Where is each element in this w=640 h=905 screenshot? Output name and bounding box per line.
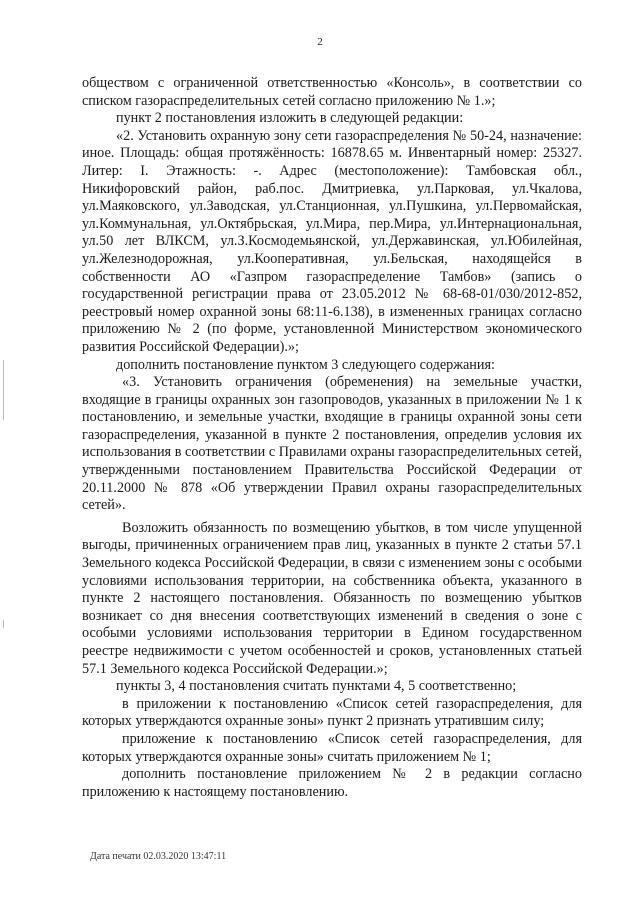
paragraph: в приложении к постановлению «Список сетей газораспределения, для которых утверждаются охранные зоны» пункт 2 признать утратившим силу;	[82, 695, 582, 730]
paragraph: «3. Установить ограничения (обременения) на земельные участки, входящие в границы охранных зон газопроводов, указанных в приложении № 1 к постановлению, и земельные участки, входящие в границы охранной зоны сети газораспределения, указанной в пункте 2 постановления, определив условия их использования в соответствии с Правилами охраны газораспределительных сетей, утвержденными постановлением Правительства Российской Федерации от 20.11.2000 № 878 «Об утверждении Правил охраны газораспределительных сетей».	[82, 374, 582, 514]
paragraph: пункт 2 постановления изложить в следующей редакции:	[116, 110, 464, 127]
paragraph: обществом с ограниченной ответственностью «Консоль», в соответствии со списком газораспределительных сетей согласно приложению № 1.»;	[82, 75, 582, 109]
paragraph: пункты 3, 4 постановления считать пунктами 4, 5 соответственно;	[116, 678, 517, 695]
scan-margin-mark	[3, 620, 4, 628]
paragraph: дополнить постановление пунктом 3 следующего содержания:	[116, 356, 495, 373]
paragraph: приложение к постановлению «Список сетей газораспределения, для которых утверждаются охранные зоны» считать приложением № 1;	[82, 730, 582, 765]
paragraph: Возложить обязанность по возмещению убытков, в том числе упущенной выгоды, причиненных ограничением прав лиц, указанных в пункте 2 статьи 57.1 Земельного кодекса Российской Федерации, в связи с изменением зоны с особыми условиями использования территории, на собственника объекта, указанного в пункте 2 настоящего постановления. Обязанность по возмещению убытков возникает со дня внесения соответствующих изменений в сведения о зоне с особыми условиями использования территории в Едином государственном реестре недвижимости с учетом особенностей и сроков, установленных статьей 57.1 Земельного кодекса Российской Федерации.»;	[82, 519, 582, 677]
paragraph: «2. Установить охранную зону сети газораспределения № 50-24, назначение: иное. Площадь: общая протяжённость: 16878.65 м. Инвентарный номер: 25327. Литер: I. Этажность: -. Адрес (местоположение): Тамбовская обл., Никифоровский район, раб.пос. Дмитриевка, ул.Парковая, ул.Чкалова, ул.Маяковского, ул.Заводская, ул.Станционная, ул.Пушкина, ул.Первомайская, ул.Коммунальная, ул.Октябрьская, ул.Мира, пер.Мира, ул.Интернациональная, ул.50 лет ВЛКСМ, ул.З.Космодемьянской, ул.Державинская, ул.Юбилейная, ул.Железнодорожная, ул.Кооперативная, ул.Бельская, находящейся в собственности АО «Газпром газораспределение Тамбов» (запись о государственной регистрации права от 23.05.2012 № 68-68-01/030/2012-852, реестровый номер охранной зоны 68:11-6.138), в измененных границах согласно приложению № 2 (по форме, установленной Министерством экономического развития Российской Федерации).»;	[82, 127, 582, 355]
scan-margin-mark	[3, 360, 4, 420]
print-date: Дата печати 02.03.2020 13:47:11	[90, 851, 227, 862]
page-number: 2	[317, 36, 323, 48]
document-body	[82, 75, 582, 801]
paragraph: дополнить постановление приложением № 2 в редакции согласно приложению к настоящему постановлению.	[82, 766, 582, 800]
